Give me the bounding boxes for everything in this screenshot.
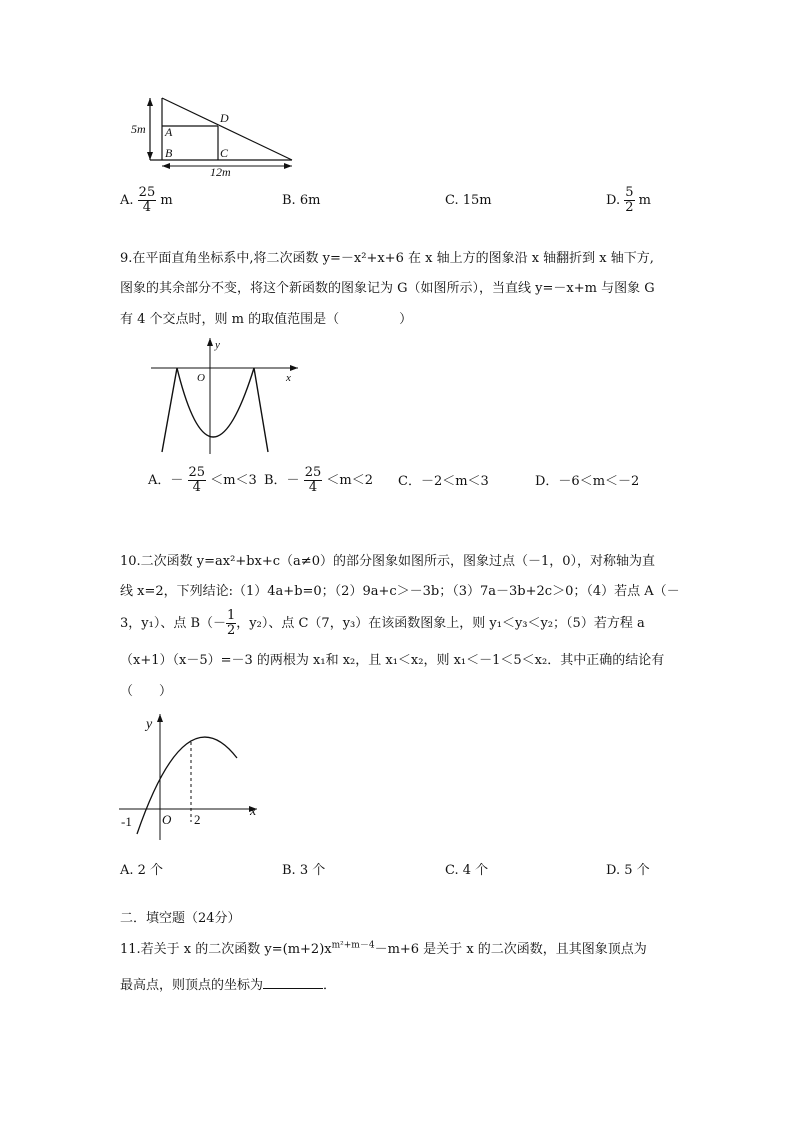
label-base: 12m [210,165,231,179]
q9-option-d: D．－6＜m＜－2 [535,474,640,489]
label-b: B [165,146,173,160]
q10-option-b: B. 3 个 [282,863,326,878]
q9-option-b: B．－ $\frac{25}{4}$ ＜m＜2 [264,465,373,495]
q8-option-a: A. $\frac{25}{4}$ m [120,185,173,215]
axis-label-x: x [250,804,257,819]
label-c: C [220,146,229,160]
q8-option-b: B. 6m [282,193,321,208]
q8-option-d: D. $\frac{5}{2}$ m [606,185,651,215]
figure-q9 [148,336,308,458]
q11-line-1: 11.若关于 x 的二次函数 $y=(m+2)x^{m^2+m-4}-m+6$ 是关于 x 的二次函数，且其图象顶点为 [120,940,647,957]
q9-line-3: 有 4 个交点时，则 m 的取值范围是（ ） [120,312,413,327]
q10-option-c: C. 4 个 [445,863,489,878]
q10-option-d: D. 5 个 [606,863,650,878]
q11-line-2: 最高点，则顶点的坐标为 ． [120,978,337,993]
q10-line-4: （x+1）（x－5）=－3 的两根为 x₁和 x₂，且 x₁＜x₂，则 x₁＜－1＜5＜x₂．其中正确的结论有 [120,653,665,668]
q9-option-c: C．－2＜m＜3 [398,474,489,489]
label-a: A [165,125,173,139]
label-height: 5m [131,122,146,136]
label-d: D [220,111,229,125]
tick-label-neg1: -1 [121,814,132,829]
axis-label-y: y [215,339,220,351]
q10-line-5: （ ） [120,684,173,699]
origin-label: O [162,812,172,827]
tick-label-2: 2 [194,812,201,827]
q9-line-1: 9.在平面直角坐标系中,将二次函数 y=－x²+x+6 在 x 轴上方的图象沿 x 轴翻折到 x 轴下方, [120,251,654,266]
figure-q10 [117,712,267,844]
q10-line-2: 线 x=2，下列结论:（1）4a+b=0；（2）9a+c＞－3b；（3）7a－3b+2c＞0；（4）若点 A（－ [120,584,680,599]
q10-line-1: 10.二次函数 y=ax²+bx+c（a≠0）的部分图象如图所示，图象过点（－1，0），对称轴为直 [120,554,656,569]
q9-line-2: 图象的其余部分不变，将这个新函数的图象记为 G（如图所示），当直线 y=－x+m 与图象 G [120,281,655,296]
q8-option-c: C. 15m [445,193,492,208]
answer-blank[interactable] [263,976,323,989]
origin-label: O [197,372,205,384]
section-title: 二．填空题（24分） [120,911,241,926]
q9-option-a: A．－ $\frac{25}{4}$ ＜m＜3 [148,465,257,495]
axis-label-y: y [146,717,153,732]
q10-line-3: 3，y₁）、点 B（－ $\frac{1}{2}$ ，y₂）、点 C（7，y₃）在该函数图象上，则 y₁＜y₃＜y₂；（5）若方程 a [120,608,645,638]
q10-option-a: A. 2 个 [120,863,164,878]
figure-q8 [130,92,300,182]
axis-label-x: x [286,372,291,384]
